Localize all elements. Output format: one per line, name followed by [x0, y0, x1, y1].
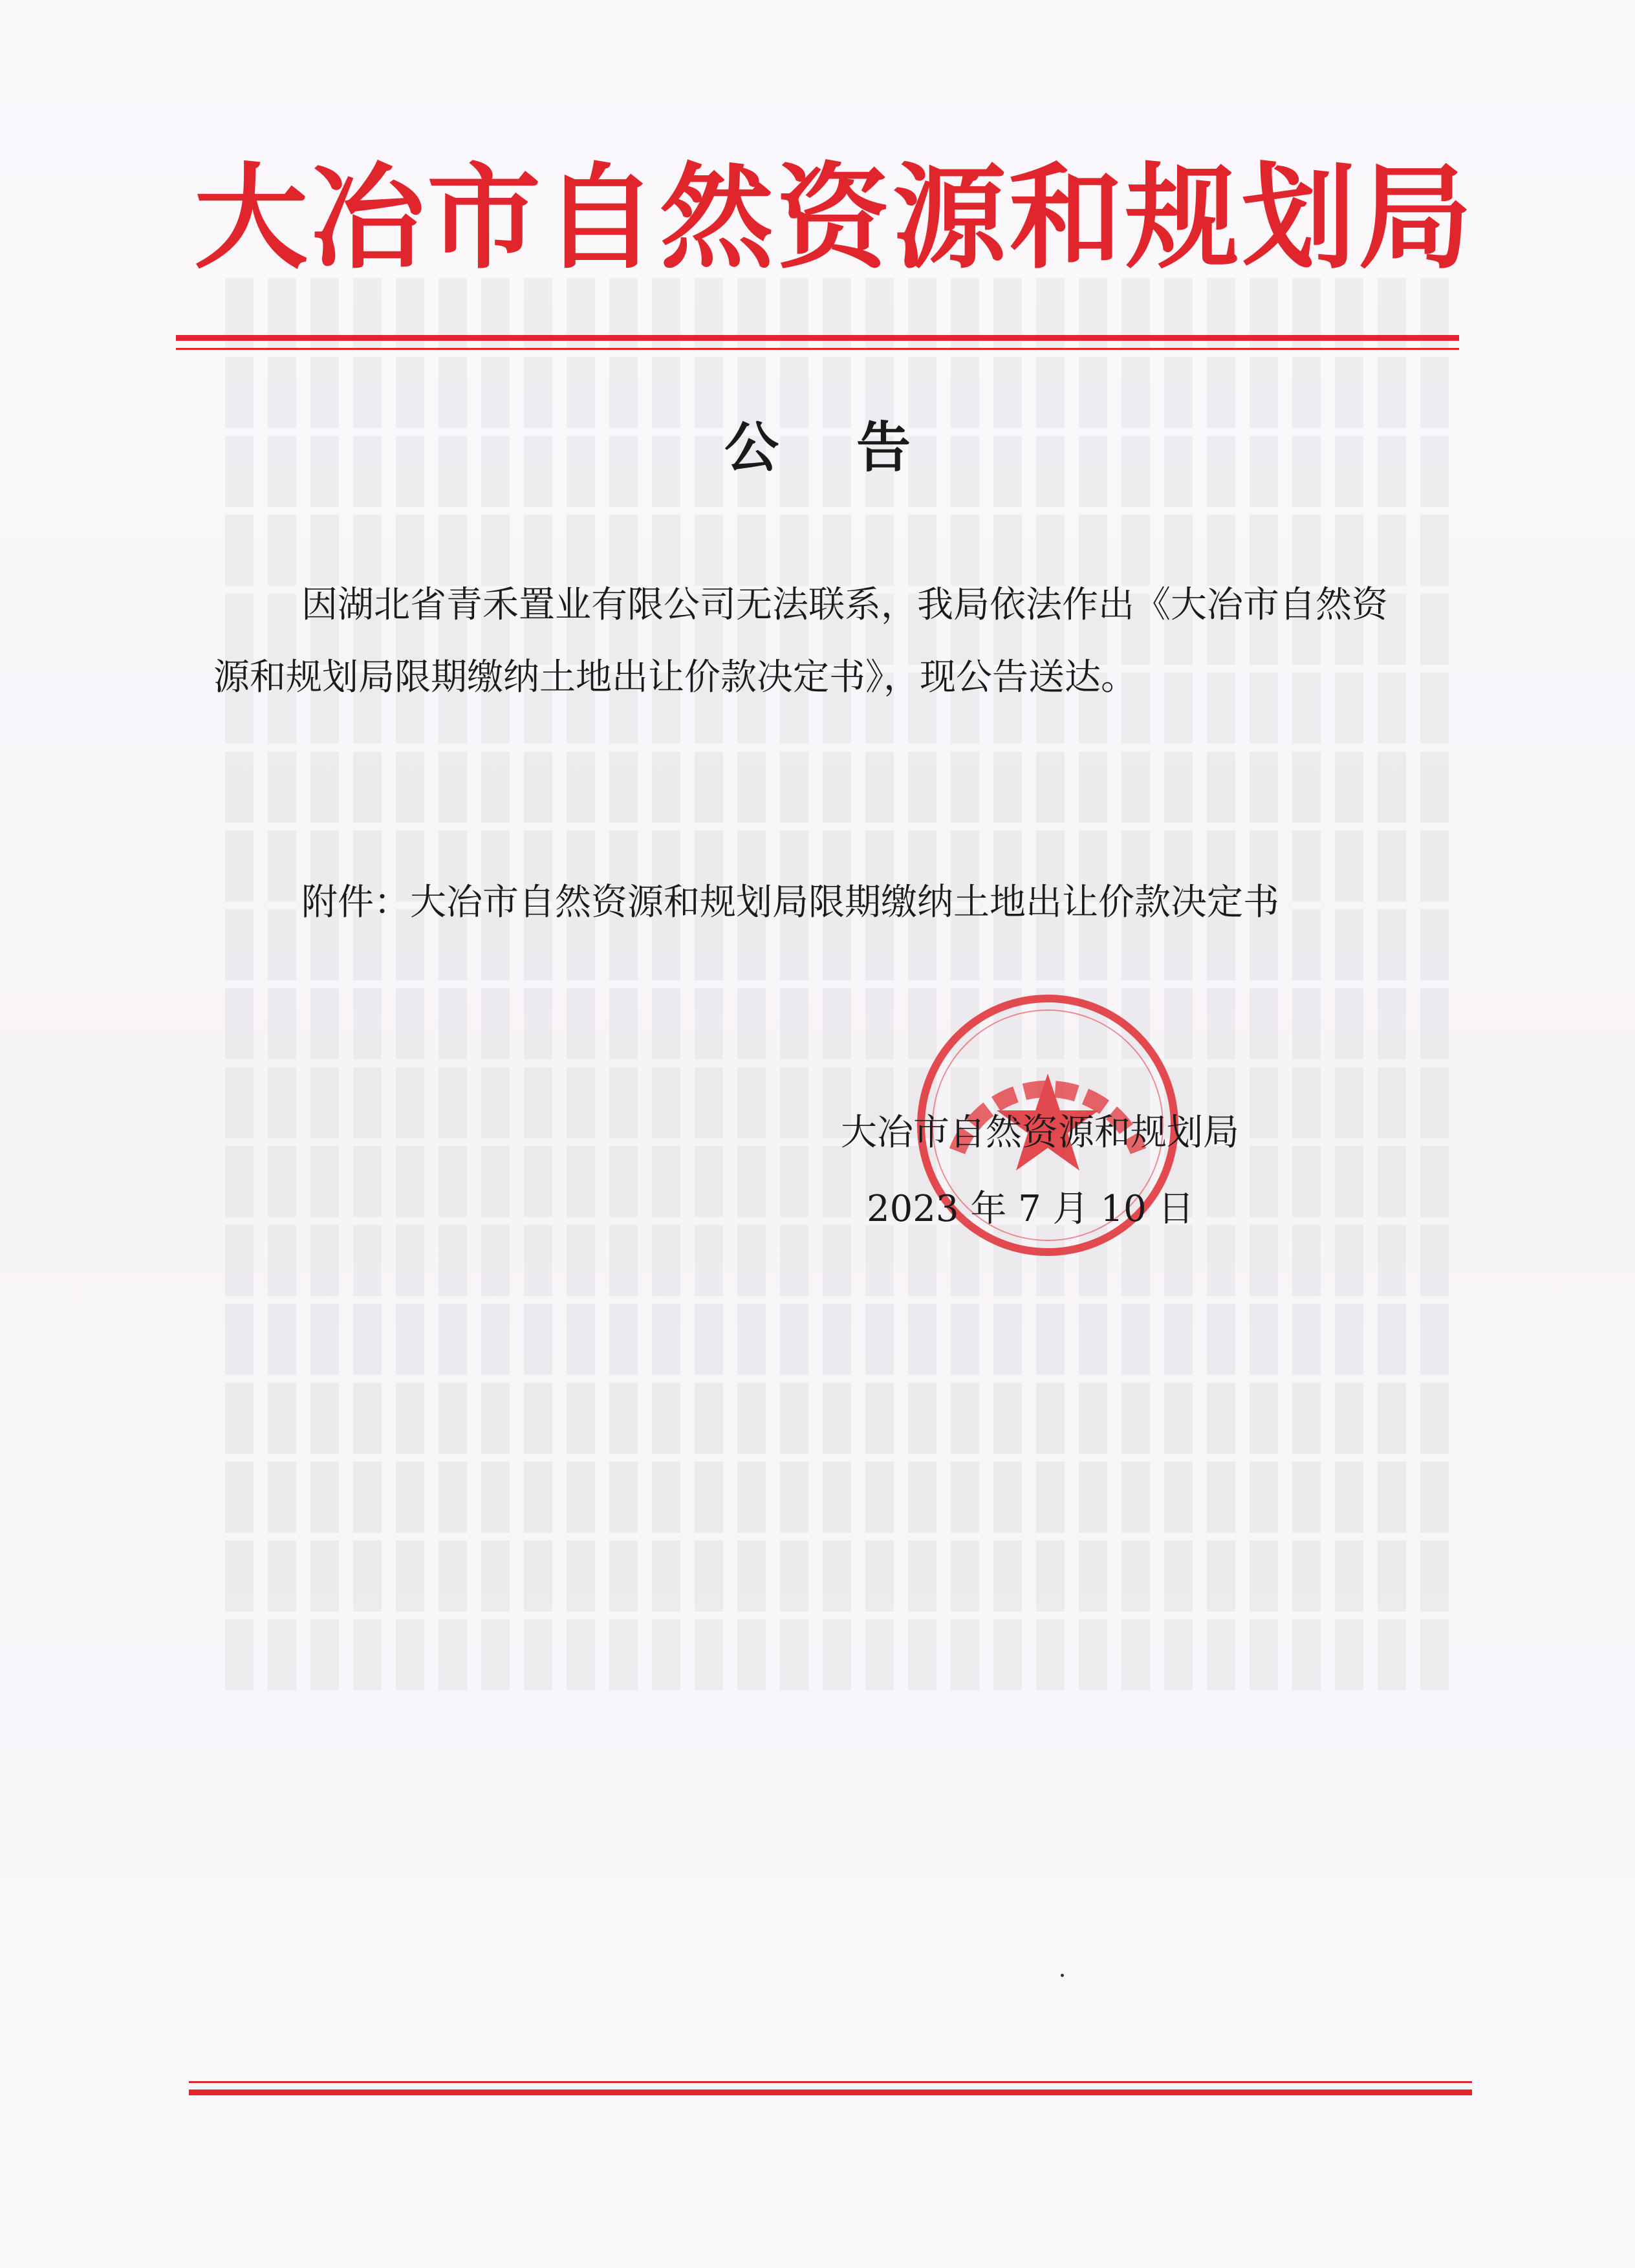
issuer-masthead: 大冶市自然资源和规划局 — [194, 152, 1475, 285]
show-through-from-back-page — [220, 278, 1449, 1934]
signing-authority: 大冶市自然资源和规划局 — [841, 1112, 1239, 1154]
scan-speck — [1061, 1974, 1064, 1977]
notice-paragraph: 因湖北省青禾置业有限公司无法联系，我局依法作出《大冶市自然资源和规划局限期缴纳土地出让价款决定书》，现公告送达。 — [213, 584, 1388, 698]
header-rule-thick — [176, 335, 1459, 341]
issue-date: 2023 年 7 月 10 日 — [867, 1188, 1195, 1230]
footer-rule-thick — [189, 2090, 1472, 2095]
header-rule-thin — [176, 348, 1459, 350]
attachment-line: 附件：大冶市自然资源和规划局限期缴纳土地出让价款决定书 — [301, 881, 1279, 923]
notice-title: 公告 — [724, 416, 989, 479]
footer-rule-thin — [189, 2081, 1472, 2083]
